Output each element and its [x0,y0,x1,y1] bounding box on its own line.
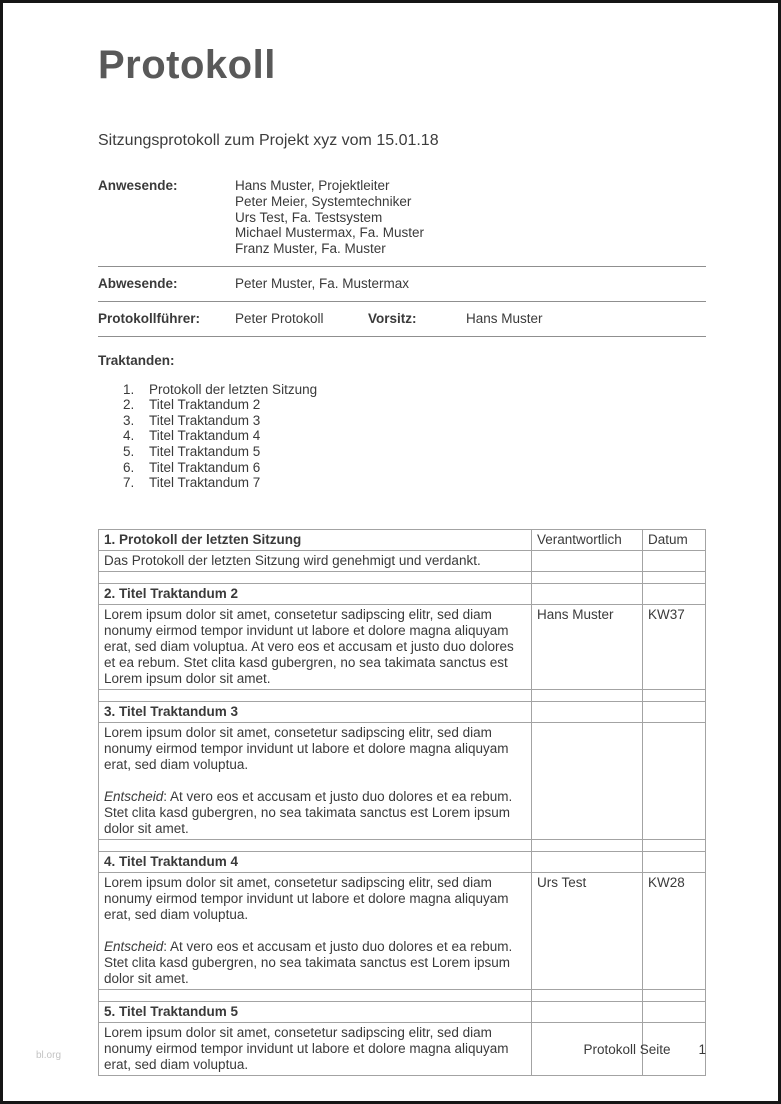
anwesende-item: Peter Meier, Systemtechniker [235,193,412,209]
verantwortlich-cell [532,550,643,571]
spacer-row [99,989,706,1001]
traktanden-item-number: 7. [123,475,135,491]
footer-label: Protokoll Seite [583,1042,671,1057]
traktanden-item [98,397,706,413]
body-paragraph: Lorem ipsum dolor sit amet, consetetur sadipscing elitr, sed diam nonumy eirmod tempor invidunt ut labore et dolore magna aliquyam erat, sed diam voluptua. [104,1024,509,1072]
section-title-cell: 1. Protokoll der letzten Sitzung [99,529,532,550]
traktanden-item-text: Titel Traktandum 4 [149,428,261,444]
section-body-cell [99,604,532,689]
meta-section [98,178,706,337]
anwesende-item: Michael Mustermax, Fa. Muster [235,225,425,241]
table-row [99,604,706,689]
section-title-cell: 3. Titel Traktandum 3 [99,701,532,722]
watermark: bl.org [36,1050,62,1061]
abwesende-label: Abwesende: [98,275,178,291]
verantwortlich-cell [532,722,643,839]
entscheid-label: Entscheid [104,788,164,804]
datum-cell: KW28 [643,872,706,989]
table-row [99,872,706,989]
section-body-cell [99,872,532,989]
protokollfuehrer-value: Peter Protokoll [235,310,324,326]
traktanden-item [98,460,706,476]
footer-page-number: 1 [698,1042,706,1057]
divider-line [98,336,706,337]
vorsitz-value: Hans Muster [466,310,543,326]
section-title-cell: 2. Titel Traktandum 2 [99,583,532,604]
traktanden-section [98,353,706,491]
abwesende-row [98,276,706,292]
traktanden-item-text: Titel Traktandum 7 [149,475,261,491]
traktanden-item [98,382,706,398]
table-row [99,550,706,571]
table-row [99,701,706,722]
anwesende-item: Urs Test, Fa. Testsystem [235,209,383,225]
protokollfuehrer-row [98,311,706,327]
verantwortlich-cell: Hans Muster [532,604,643,689]
section-body-cell [99,1022,532,1075]
datum-cell [643,550,706,571]
body-paragraph: Lorem ipsum dolor sit amet, consetetur sadipscing elitr, sed diam nonumy eirmod tempor invidunt ut labore et dolore magna aliquyam erat, sed diam voluptua. At vero eos et accusam et justo duo dolores et ea rebum. Stet clita kasd gubergren, no sea takimata sanctus est Lorem ipsum dolor sit amet. [104,606,514,686]
traktanden-item-text: Protokoll der letzten Sitzung [149,381,318,397]
entscheid-label: Entscheid [104,938,164,954]
table-row [99,583,706,604]
verantwortlich-cell: Urs Test [532,872,643,989]
anwesende-item: Franz Muster, Fa. Muster [235,241,386,257]
table-row [99,529,706,550]
traktanden-item-text: Titel Traktandum 2 [149,397,261,413]
entscheid-paragraph [104,939,526,987]
datum-cell: KW37 [643,604,706,689]
spacer-row [99,571,706,583]
section-title-cell: 5. Titel Traktandum 5 [99,1001,532,1022]
traktanden-item-number: 3. [123,412,135,428]
column-header-datum: Datum [643,529,706,550]
traktanden-label: Traktanden: [98,352,175,368]
anwesende-row [98,178,706,257]
table-row [99,1001,706,1022]
traktanden-item-number: 2. [123,397,135,413]
column-header-verantwortlich: Verantwortlich [532,529,643,550]
page-footer [583,1042,706,1057]
section-title-cell: 4. Titel Traktandum 4 [99,851,532,872]
traktanden-item-number: 4. [123,428,135,444]
document-content [3,3,778,1076]
anwesende-label: Anwesende: [98,178,178,193]
page-title: Protokoll [98,43,276,87]
divider-line [98,266,706,267]
table-row [99,722,706,839]
abwesende-value: Peter Muster, Fa. Mustermax [235,275,410,291]
traktanden-item [98,413,706,429]
traktanden-item-text: Titel Traktandum 3 [149,412,261,428]
spacer-row [99,689,706,701]
traktanden-item-text: Titel Traktandum 5 [149,443,261,459]
traktanden-item [98,475,706,491]
body-paragraph: Lorem ipsum dolor sit amet, consetetur sadipscing elitr, sed diam nonumy eirmod tempor invidunt ut labore et dolore magna aliquyam erat, sed diam voluptua. [104,724,509,772]
section-body-cell [99,722,532,839]
entscheid-text: : At vero eos et accusam et justo duo dolores et ea rebum. Stet clita kasd gubergren, no sea takimata sanctus est Lorem ipsum dolor sit amet. [104,788,513,836]
body-paragraph: Lorem ipsum dolor sit amet, consetetur sadipscing elitr, sed diam nonumy eirmod tempor invidunt ut labore et dolore magna aliquyam erat, sed diam voluptua. [104,874,509,922]
table-row [99,851,706,872]
datum-cell [643,722,706,839]
protokollfuehrer-label: Protokollführer: [98,310,201,326]
section-body-cell: Das Protokoll der letzten Sitzung wird genehmigt und verdankt. [99,550,532,571]
traktanden-list [98,382,706,491]
protokoll-table [98,529,706,1076]
divider-line [98,301,706,302]
traktanden-item-number: 6. [123,459,135,475]
traktanden-item-text: Titel Traktandum 6 [149,459,261,475]
traktanden-item [98,444,706,460]
traktanden-item-number: 1. [123,381,135,397]
traktanden-item [98,428,706,444]
anwesende-list [235,178,706,257]
entscheid-text: : At vero eos et accusam et justo duo dolores et ea rebum. Stet clita kasd gubergren, no sea takimata sanctus est Lorem ipsum dolor sit amet. [104,938,513,986]
entscheid-paragraph [104,789,526,837]
document-subtitle: Sitzungsprotokoll zum Projekt xyz vom 15.01.18 [98,132,439,149]
traktanden-item-number: 5. [123,443,135,459]
vorsitz-label: Vorsitz: [368,310,417,326]
spacer-row [99,839,706,851]
anwesende-item: Hans Muster, Projektleiter [235,178,390,193]
